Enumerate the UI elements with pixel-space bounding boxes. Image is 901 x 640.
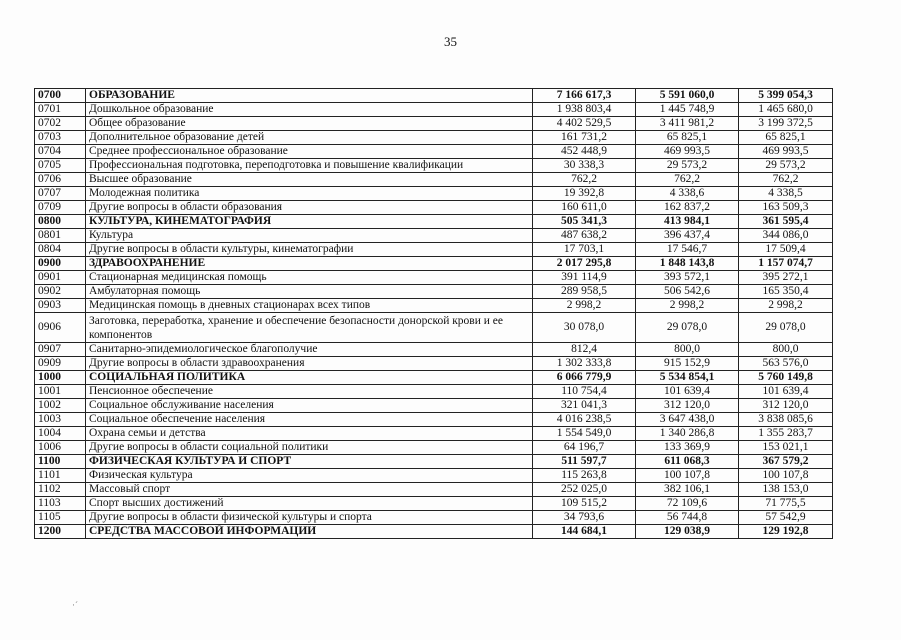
name-cell: СРЕДСТВА МАССОВОЙ ИНФОРМАЦИИ <box>86 525 533 539</box>
section-row <box>35 89 833 103</box>
section-row <box>35 257 833 271</box>
value-2023-cell: 1 554 549,0 <box>533 427 636 441</box>
table-row <box>35 469 833 483</box>
name-cell: Стационарная медицинская помощь <box>86 271 533 285</box>
code-cell: 1105 <box>35 511 86 525</box>
value-2024-cell: 133 369,9 <box>636 441 739 455</box>
value-2023-cell: 391 114,9 <box>533 271 636 285</box>
value-2025-cell: 469 993,5 <box>739 145 833 159</box>
code-cell: 0702 <box>35 117 86 131</box>
code-cell: 1103 <box>35 497 86 511</box>
value-2023-cell: 762,2 <box>533 173 636 187</box>
value-2024-cell: 800,0 <box>636 343 739 357</box>
code-cell: 1100 <box>35 455 86 469</box>
page-number: 35 <box>444 34 457 49</box>
value-2023-cell: 17 703,1 <box>533 243 636 257</box>
table-row <box>35 187 833 201</box>
value-2024-cell: 2 998,2 <box>636 299 739 313</box>
table-row <box>35 497 833 511</box>
table-row <box>35 285 833 299</box>
value-2024-cell: 1 340 286,8 <box>636 427 739 441</box>
section-row <box>35 525 833 539</box>
value-2025-cell: 800,0 <box>739 343 833 357</box>
value-2024-cell: 396 437,4 <box>636 229 739 243</box>
value-2024-cell: 4 338,6 <box>636 187 739 201</box>
value-2024-cell: 5 591 060,0 <box>636 89 739 103</box>
value-2025-cell: 3 838 085,6 <box>739 413 833 427</box>
value-2023-cell: 321 041,3 <box>533 399 636 413</box>
table-row <box>35 483 833 497</box>
section-row <box>35 215 833 229</box>
name-cell: Медицинская помощь в дневных стационарах всех типов <box>86 299 533 313</box>
code-cell: 1200 <box>35 525 86 539</box>
name-cell: Другие вопросы в области культуры, кинематографии <box>86 243 533 257</box>
value-2023-cell: 2 998,2 <box>533 299 636 313</box>
value-2024-cell: 29 078,0 <box>636 313 739 343</box>
value-2023-cell: 252 025,0 <box>533 483 636 497</box>
value-2024-cell: 3 647 438,0 <box>636 413 739 427</box>
value-2024-cell: 101 639,4 <box>636 385 739 399</box>
name-cell: Заготовка, переработка, хранение и обеспечение безопасности донорской крови и ее компонентов <box>86 313 533 343</box>
value-2023-cell: 487 638,2 <box>533 229 636 243</box>
code-cell: 1003 <box>35 413 86 427</box>
table-row <box>35 385 833 399</box>
table-row <box>35 511 833 525</box>
value-2024-cell: 100 107,8 <box>636 469 739 483</box>
value-2025-cell: 4 338,5 <box>739 187 833 201</box>
value-2023-cell: 4 402 529,5 <box>533 117 636 131</box>
value-2023-cell: 109 515,2 <box>533 497 636 511</box>
value-2024-cell: 56 744,8 <box>636 511 739 525</box>
value-2025-cell: 163 509,3 <box>739 201 833 215</box>
name-cell: Молодежная политика <box>86 187 533 201</box>
value-2023-cell: 6 066 779,9 <box>533 371 636 385</box>
budget-table-body <box>35 89 833 539</box>
name-cell: Другие вопросы в области образования <box>86 201 533 215</box>
name-cell: Охрана семьи и детства <box>86 427 533 441</box>
table-row <box>35 173 833 187</box>
table-row <box>35 313 833 343</box>
section-row <box>35 371 833 385</box>
name-cell: КУЛЬТУРА, КИНЕМАТОГРАФИЯ <box>86 215 533 229</box>
table-row <box>35 399 833 413</box>
value-2023-cell: 19 392,8 <box>533 187 636 201</box>
code-cell: 0907 <box>35 343 86 357</box>
table-row <box>35 145 833 159</box>
code-cell: 0704 <box>35 145 86 159</box>
name-cell: Общее образование <box>86 117 533 131</box>
value-2024-cell: 1 445 748,9 <box>636 103 739 117</box>
value-2023-cell: 1 302 333,8 <box>533 357 636 371</box>
value-2023-cell: 144 684,1 <box>533 525 636 539</box>
code-cell: 1001 <box>35 385 86 399</box>
value-2025-cell: 5 760 149,8 <box>739 371 833 385</box>
name-cell: Дошкольное образование <box>86 103 533 117</box>
scan-mark: ·´ <box>72 600 78 610</box>
value-2023-cell: 64 196,7 <box>533 441 636 455</box>
table-row <box>35 427 833 441</box>
name-cell: Массовый спорт <box>86 483 533 497</box>
name-cell: Другие вопросы в области социальной политики <box>86 441 533 455</box>
name-cell: Среднее профессиональное образование <box>86 145 533 159</box>
code-cell: 0701 <box>35 103 86 117</box>
value-2025-cell: 17 509,4 <box>739 243 833 257</box>
value-2025-cell: 361 595,4 <box>739 215 833 229</box>
value-2024-cell: 1 848 143,8 <box>636 257 739 271</box>
table-row <box>35 271 833 285</box>
name-cell: ФИЗИЧЕСКАЯ КУЛЬТУРА И СПОРТ <box>86 455 533 469</box>
value-2025-cell: 153 021,1 <box>739 441 833 455</box>
value-2024-cell: 915 152,9 <box>636 357 739 371</box>
code-cell: 0706 <box>35 173 86 187</box>
value-2025-cell: 101 639,4 <box>739 385 833 399</box>
value-2025-cell: 563 576,0 <box>739 357 833 371</box>
value-2023-cell: 2 017 295,8 <box>533 257 636 271</box>
value-2025-cell: 312 120,0 <box>739 399 833 413</box>
value-2023-cell: 34 793,6 <box>533 511 636 525</box>
value-2025-cell: 1 465 680,0 <box>739 103 833 117</box>
value-2025-cell: 129 192,8 <box>739 525 833 539</box>
name-cell: ОБРАЗОВАНИЕ <box>86 89 533 103</box>
value-2023-cell: 1 938 803,4 <box>533 103 636 117</box>
value-2024-cell: 469 993,5 <box>636 145 739 159</box>
code-cell: 0901 <box>35 271 86 285</box>
value-2023-cell: 7 166 617,3 <box>533 89 636 103</box>
value-2025-cell: 71 775,5 <box>739 497 833 511</box>
value-2025-cell: 3 199 372,5 <box>739 117 833 131</box>
code-cell: 0707 <box>35 187 86 201</box>
value-2023-cell: 452 448,9 <box>533 145 636 159</box>
table-row <box>35 357 833 371</box>
value-2025-cell: 165 350,4 <box>739 285 833 299</box>
table-row <box>35 299 833 313</box>
value-2023-cell: 115 263,8 <box>533 469 636 483</box>
value-2025-cell: 395 272,1 <box>739 271 833 285</box>
table-row <box>35 243 833 257</box>
value-2025-cell: 1 355 283,7 <box>739 427 833 441</box>
code-cell: 0801 <box>35 229 86 243</box>
value-2024-cell: 762,2 <box>636 173 739 187</box>
value-2024-cell: 312 120,0 <box>636 399 739 413</box>
table-row <box>35 159 833 173</box>
value-2024-cell: 65 825,1 <box>636 131 739 145</box>
table-row <box>35 131 833 145</box>
table-row <box>35 441 833 455</box>
value-2024-cell: 393 572,1 <box>636 271 739 285</box>
name-cell: Высшее образование <box>86 173 533 187</box>
code-cell: 0902 <box>35 285 86 299</box>
value-2025-cell: 5 399 054,3 <box>739 89 833 103</box>
value-2025-cell: 29 573,2 <box>739 159 833 173</box>
table-row <box>35 343 833 357</box>
value-2024-cell: 382 106,1 <box>636 483 739 497</box>
value-2025-cell: 1 157 074,7 <box>739 257 833 271</box>
value-2025-cell: 100 107,8 <box>739 469 833 483</box>
name-cell: Спорт высших достижений <box>86 497 533 511</box>
code-cell: 1006 <box>35 441 86 455</box>
code-cell: 0709 <box>35 201 86 215</box>
code-cell: 1002 <box>35 399 86 413</box>
value-2023-cell: 289 958,5 <box>533 285 636 299</box>
code-cell: 0906 <box>35 313 86 343</box>
code-cell: 0800 <box>35 215 86 229</box>
budget-table <box>34 88 833 539</box>
code-cell: 0705 <box>35 159 86 173</box>
name-cell: Пенсионное обеспечение <box>86 385 533 399</box>
name-cell: Другие вопросы в области здравоохранения <box>86 357 533 371</box>
value-2023-cell: 4 016 238,5 <box>533 413 636 427</box>
code-cell: 0909 <box>35 357 86 371</box>
value-2024-cell: 29 573,2 <box>636 159 739 173</box>
value-2024-cell: 611 068,3 <box>636 455 739 469</box>
value-2023-cell: 30 338,3 <box>533 159 636 173</box>
value-2025-cell: 57 542,9 <box>739 511 833 525</box>
name-cell: Социальное обслуживание населения <box>86 399 533 413</box>
value-2023-cell: 505 341,3 <box>533 215 636 229</box>
value-2024-cell: 413 984,1 <box>636 215 739 229</box>
value-2024-cell: 17 546,7 <box>636 243 739 257</box>
code-cell: 0703 <box>35 131 86 145</box>
code-cell: 0900 <box>35 257 86 271</box>
value-2025-cell: 344 086,0 <box>739 229 833 243</box>
table-row <box>35 201 833 215</box>
name-cell: ЗДРАВООХРАНЕНИЕ <box>86 257 533 271</box>
value-2023-cell: 30 078,0 <box>533 313 636 343</box>
value-2023-cell: 812,4 <box>533 343 636 357</box>
value-2024-cell: 162 837,2 <box>636 201 739 215</box>
value-2023-cell: 160 611,0 <box>533 201 636 215</box>
value-2025-cell: 2 998,2 <box>739 299 833 313</box>
name-cell: СОЦИАЛЬНАЯ ПОЛИТИКА <box>86 371 533 385</box>
table-row <box>35 413 833 427</box>
table-row <box>35 117 833 131</box>
value-2023-cell: 110 754,4 <box>533 385 636 399</box>
value-2024-cell: 3 411 981,2 <box>636 117 739 131</box>
value-2023-cell: 511 597,7 <box>533 455 636 469</box>
table-row <box>35 103 833 117</box>
value-2024-cell: 72 109,6 <box>636 497 739 511</box>
code-cell: 0903 <box>35 299 86 313</box>
name-cell: Социальное обеспечение населения <box>86 413 533 427</box>
value-2025-cell: 29 078,0 <box>739 313 833 343</box>
table-row <box>35 229 833 243</box>
code-cell: 1004 <box>35 427 86 441</box>
value-2024-cell: 5 534 854,1 <box>636 371 739 385</box>
value-2025-cell: 367 579,2 <box>739 455 833 469</box>
value-2024-cell: 129 038,9 <box>636 525 739 539</box>
value-2024-cell: 506 542,6 <box>636 285 739 299</box>
name-cell: Культура <box>86 229 533 243</box>
name-cell: Амбулаторная помощь <box>86 285 533 299</box>
name-cell: Физическая культура <box>86 469 533 483</box>
section-row <box>35 455 833 469</box>
value-2025-cell: 138 153,0 <box>739 483 833 497</box>
name-cell: Санитарно-эпидемиологическое благополучие <box>86 343 533 357</box>
code-cell: 0700 <box>35 89 86 103</box>
code-cell: 0804 <box>35 243 86 257</box>
name-cell: Профессиональная подготовка, переподготовка и повышение квалификации <box>86 159 533 173</box>
value-2025-cell: 65 825,1 <box>739 131 833 145</box>
code-cell: 1102 <box>35 483 86 497</box>
name-cell: Другие вопросы в области физической культуры и спорта <box>86 511 533 525</box>
code-cell: 1101 <box>35 469 86 483</box>
value-2023-cell: 161 731,2 <box>533 131 636 145</box>
value-2025-cell: 762,2 <box>739 173 833 187</box>
code-cell: 1000 <box>35 371 86 385</box>
name-cell: Дополнительное образование детей <box>86 131 533 145</box>
